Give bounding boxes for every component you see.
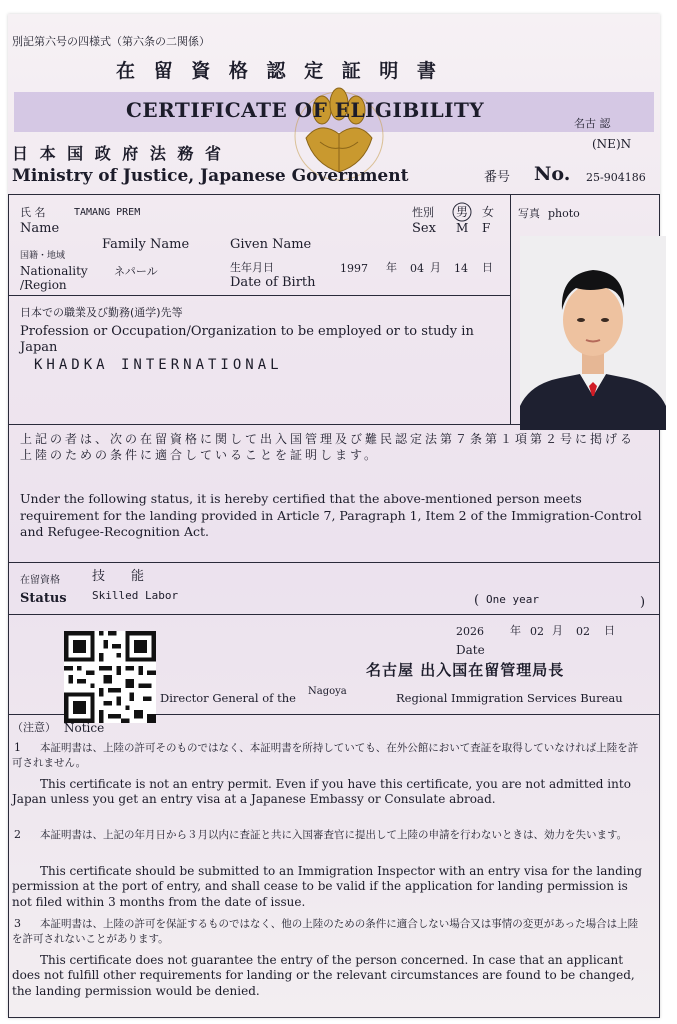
notice-text-en: This certificate is not an entry permit. Even if you have this certificate, you are not admitted into Japan unless you get an entry visa at a Japanese Embassy or Consulate abroad. [12,777,631,807]
photo-label-jp: 写真 [518,207,540,220]
nationality-label-en: Nationality [20,264,88,278]
issuer-english: Ministry of Justice, Japanese Government [12,166,409,186]
title-english: CERTIFICATE OF ELIGIBILITY [126,98,485,122]
bureau-city: Nagoya [308,686,347,697]
form-code: 別記第六号の四様式（第六条の二関係） [12,35,210,48]
period-open: ( [474,593,480,608]
dob-label-en: Date of Birth [230,275,316,290]
issue-day-unit: 日 [604,624,615,637]
name-label-jp: 氏 名 [20,206,46,219]
period-close: ) [640,595,646,610]
name-label-en: Name [20,221,60,236]
sex-male: M [456,221,469,235]
occupation-label-en: Profession or Occupation/Organization to be employed or to study in Japan [20,324,474,355]
occupation-label-jp: 日本での職業及び勤務(通学)先等 [20,306,183,319]
certification-text-jp: 上記の者は、次の在留資格に関して出入国管理及び難民認定法第７条第１項第２号に掲げる上陸のための条件に適合していることを証明します。 [20,432,636,462]
notice-number: 2 [14,828,21,841]
photo-label-en: photo [548,207,580,220]
number-label-jp: 番号 [484,170,511,185]
dob-day-unit: 日 [482,261,493,274]
issue-date-month: 02 [530,625,544,638]
dob-year-unit: 年 [386,261,397,274]
status-value-en: Skilled Labor [92,589,179,602]
sex-selection-circle [450,200,474,224]
issuing-office-note: 名古 認 [574,117,611,130]
nationality-label-jp: 国籍・地域 [20,251,66,261]
notice-heading-en: Notice [64,721,105,735]
status-label-jp: 在留資格 [20,575,60,586]
sex-male-jp: 男 [456,205,469,219]
family-name-label: Family Name [102,237,190,252]
notice-text-jp: 本証明書は、上記の年月日から３月以内に査証と共に入国審査官に提出して上陸の申請を行わないときは、効力を失います。 [40,829,628,841]
applicant-photo [520,236,666,430]
dob-year: 1997 [340,262,368,275]
notice-text-jp: 本証明書は、上陸の許可を保証するものではなく、他の上陸のための条件に適合しない場合又は事情の変更があった場合は上陸を許可されないことがあります。 [12,918,639,945]
dob-month-unit: 月 [430,261,441,274]
title-japanese: 在 留 資 格 認 定 証 明 書 [116,60,442,82]
occupation-value: KHADKA INTERNATIONAL [34,357,283,373]
nationality-value: ネパール [114,265,158,278]
status-value-jp: 技 能 [92,569,145,584]
issue-month-unit: 月 [552,624,563,637]
name-value: TAMANG PREM [74,207,141,218]
notice-number: 1 [14,741,21,754]
sex-female-jp: 女 [482,205,495,219]
category-note: (NE)N [592,137,632,151]
certificate-number: 25-904186 [586,171,646,184]
notice-text-en: This certificate should be submitted to an Immigration Inspector with an entry visa for the landing permission at the port of entry, and shall cease to be valid if the application for landing permission is not filed within 3 months from the date of issue. [12,864,643,909]
issue-year-unit: 年 [510,624,521,637]
certificate-sheet [8,14,660,1018]
dob-label-jp: 生年月日 [230,261,274,274]
given-name-label: Given Name [230,237,312,252]
issue-date-day: 02 [576,625,590,638]
issuer-japanese: 日 本 国 政 府 法 務 省 [12,144,224,163]
bureau-name-en: Regional Immigration Services Bureau [396,691,623,705]
notice-number: 3 [14,917,21,930]
status-label-en: Status [20,591,67,606]
number-label-en: No. [534,163,571,185]
issue-date-year: 2026 [456,625,484,638]
sex-label-jp: 性別 [412,206,434,219]
director-general-label: Director General of the [160,691,296,705]
notice-text-jp: 本証明書は、上陸の許可そのものではなく、本証明書を所持していても、在外公館において査証を取得していなければ上陸を許可されません。 [12,742,639,769]
dob-month: 04 [410,262,424,275]
certification-text-en: Under the following status, it is hereby certified that the above-mentioned person meets requirement for the landing provided in Article 7, Paragraph 1, Item 2 of the Immigration-Control and Refugee-Recognition Act. [20,491,642,539]
dob-day: 14 [454,262,468,275]
issue-date-label: Date [456,643,485,657]
notice-heading-jp: （注意） [12,721,56,734]
bureau-name-jp: 名古屋 出入国在留管理局長 [366,661,565,679]
nationality-label-region: /Region [20,278,67,292]
period-of-stay: One year [486,593,539,606]
qr-code [64,631,156,723]
sex-female: F [482,221,491,235]
sex-label-en: Sex [412,221,436,236]
notice-text-en: This certificate does not guarantee the entry of the person concerned. In case that an applicant does not fulfill other requirements for landing or the relevant circumstances are found to be changed, the landing permission would be denied. [12,953,635,998]
